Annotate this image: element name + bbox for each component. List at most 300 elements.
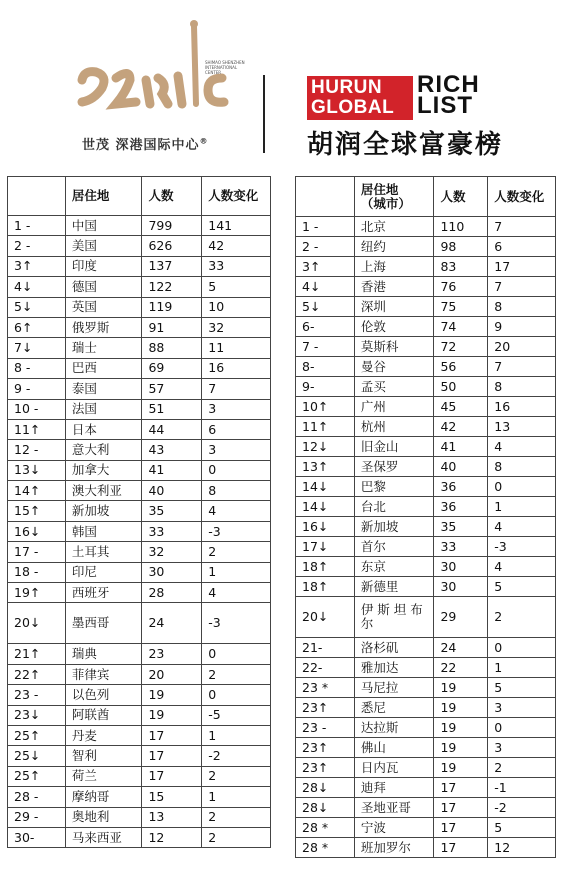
location-cell: 雅加达 — [354, 658, 434, 678]
rank-cell: 18↑ — [296, 557, 355, 577]
table-row — [8, 562, 271, 582]
rank-cell: 28 * — [296, 818, 355, 838]
count-cell: 19 — [434, 698, 488, 718]
count-cell: 28 — [142, 583, 202, 603]
location-cell: 深圳 — [354, 297, 434, 317]
table-row — [8, 705, 271, 725]
count-cell: 75 — [434, 297, 488, 317]
rank-cell: 17↓ — [296, 537, 355, 557]
location-cell: 加拿大 — [65, 460, 142, 480]
count-cell: 19 — [434, 678, 488, 698]
change-cell: 32 — [202, 317, 271, 337]
table-row — [296, 237, 556, 257]
table-row — [296, 718, 556, 738]
count-cell: 33 — [142, 521, 202, 541]
change-cell: 5 — [488, 818, 556, 838]
rank-cell: 29 - — [8, 807, 66, 827]
rank-cell: 7↓ — [8, 338, 66, 358]
table-row — [8, 746, 271, 766]
rank-cell: 13↓ — [8, 460, 66, 480]
table-row — [296, 517, 556, 537]
count-cell: 22 — [434, 658, 488, 678]
count-cell: 69 — [142, 358, 202, 378]
change-cell: 8 — [488, 457, 556, 477]
location-cell: 巴西 — [65, 358, 142, 378]
table-row — [296, 497, 556, 517]
count-cell: 33 — [434, 537, 488, 557]
location-cell: 印度 — [65, 256, 142, 276]
count-cell: 30 — [434, 557, 488, 577]
column-header — [296, 177, 355, 217]
location-cell: 杭州 — [354, 417, 434, 437]
rank-cell: 6↑ — [8, 317, 66, 337]
change-cell: 4 — [202, 501, 271, 521]
location-cell: 印尼 — [65, 562, 142, 582]
location-cell: 北京 — [354, 217, 434, 237]
table-row — [8, 603, 271, 644]
location-cell: 西班牙 — [65, 583, 142, 603]
rank-cell: 9 - — [8, 379, 66, 399]
count-cell: 72 — [434, 337, 488, 357]
count-cell: 40 — [434, 457, 488, 477]
rank-cell: 28 * — [296, 838, 355, 858]
table-row — [8, 277, 271, 297]
change-cell: 1 — [202, 787, 271, 807]
location-cell: 旧金山 — [354, 437, 434, 457]
count-cell: 17 — [142, 746, 202, 766]
change-cell: 3 — [202, 399, 271, 419]
count-cell: 137 — [142, 256, 202, 276]
table-row — [296, 217, 556, 237]
count-cell: 98 — [434, 237, 488, 257]
table-row — [296, 798, 556, 818]
change-cell: -2 — [202, 746, 271, 766]
location-cell: 意大利 — [65, 440, 142, 460]
location-cell: 泰国 — [65, 379, 142, 399]
location-cell: 达拉斯 — [354, 718, 434, 738]
count-cell: 17 — [434, 778, 488, 798]
count-cell: 36 — [434, 477, 488, 497]
table-row — [296, 838, 556, 858]
table-row — [8, 460, 271, 480]
column-header — [8, 177, 66, 216]
rank-cell: 20↓ — [8, 603, 66, 644]
table-row — [8, 583, 271, 603]
count-cell: 35 — [142, 501, 202, 521]
count-cell: 19 — [142, 705, 202, 725]
rank-cell: 28↓ — [296, 798, 355, 818]
table-row — [296, 337, 556, 357]
rank-cell: 1 - — [296, 217, 355, 237]
change-cell: -3 — [488, 537, 556, 557]
count-cell: 110 — [434, 217, 488, 237]
count-cell: 57 — [142, 379, 202, 399]
table-row — [8, 216, 271, 236]
table-row — [8, 725, 271, 745]
location-cell: 佛山 — [354, 738, 434, 758]
change-cell: -1 — [488, 778, 556, 798]
table-row — [8, 399, 271, 419]
rank-cell: 4↓ — [8, 277, 66, 297]
country-table — [7, 176, 271, 848]
venue-name — [82, 134, 209, 153]
table-row — [8, 644, 271, 664]
table-row — [8, 807, 271, 827]
table-row — [8, 664, 271, 684]
rank-cell: 2 - — [8, 236, 66, 256]
table-row — [296, 577, 556, 597]
rank-cell: 16↓ — [8, 521, 66, 541]
change-cell: 2 — [202, 766, 271, 786]
rank-cell: 18 - — [8, 562, 66, 582]
change-cell: 10 — [202, 297, 271, 317]
count-cell: 19 — [434, 718, 488, 738]
table-row — [296, 357, 556, 377]
change-cell: 20 — [488, 337, 556, 357]
change-cell: 16 — [202, 358, 271, 378]
count-cell: 24 — [142, 603, 202, 644]
column-header: 居住地 — [65, 177, 142, 216]
change-cell: 0 — [202, 685, 271, 705]
table-row — [296, 257, 556, 277]
change-cell: 0 — [202, 644, 271, 664]
location-cell: 阿联酋 — [65, 705, 142, 725]
location-cell: 土耳其 — [65, 542, 142, 562]
rank-cell: 9- — [296, 377, 355, 397]
change-cell: 7 — [488, 277, 556, 297]
location-cell: 悉尼 — [354, 698, 434, 718]
count-cell: 17 — [142, 766, 202, 786]
rank-cell: 1 - — [8, 216, 66, 236]
hurun-text: HURUN — [311, 77, 383, 98]
table-row — [296, 397, 556, 417]
rank-cell: 25↑ — [8, 725, 66, 745]
count-cell: 35 — [434, 517, 488, 537]
change-cell: 12 — [488, 838, 556, 858]
change-cell: 5 — [488, 577, 556, 597]
table-row — [8, 501, 271, 521]
change-cell: 0 — [488, 638, 556, 658]
location-cell: 瑞士 — [65, 338, 142, 358]
rank-cell: 23↓ — [8, 705, 66, 725]
location-cell: 澳大利亚 — [65, 481, 142, 501]
change-cell: -5 — [202, 705, 271, 725]
rank-cell: 12 - — [8, 440, 66, 460]
count-cell: 76 — [434, 277, 488, 297]
table-row — [296, 317, 556, 337]
location-cell: 墨西哥 — [65, 603, 142, 644]
location-cell: 以色列 — [65, 685, 142, 705]
table-header-row — [8, 177, 271, 216]
change-cell: -2 — [488, 798, 556, 818]
location-cell: 香港 — [354, 277, 434, 297]
change-cell: 2 — [488, 758, 556, 778]
change-cell: -3 — [202, 603, 271, 644]
location-cell: 英国 — [65, 297, 142, 317]
location-cell: 奥地利 — [65, 807, 142, 827]
rank-cell: 30- — [8, 827, 66, 847]
rank-cell: 7 - — [296, 337, 355, 357]
rank-cell: 6- — [296, 317, 355, 337]
change-cell: -3 — [202, 521, 271, 541]
table-row — [296, 297, 556, 317]
location-cell: 美国 — [65, 236, 142, 256]
rank-cell: 21- — [296, 638, 355, 658]
table-row — [296, 658, 556, 678]
count-cell: 41 — [434, 437, 488, 457]
change-cell: 7 — [488, 357, 556, 377]
change-cell: 8 — [488, 377, 556, 397]
location-cell: 迪拜 — [354, 778, 434, 798]
rich-list-text — [417, 71, 480, 119]
rank-cell: 17 - — [8, 542, 66, 562]
location-cell: 摩纳哥 — [65, 787, 142, 807]
count-cell: 13 — [142, 807, 202, 827]
change-cell: 3 — [488, 698, 556, 718]
location-cell: 伊 斯 坦 布尔 — [354, 597, 434, 638]
rank-cell: 25↓ — [8, 746, 66, 766]
table-row — [8, 827, 271, 847]
rank-cell: 11↑ — [296, 417, 355, 437]
change-cell: 16 — [488, 397, 556, 417]
table-row — [296, 678, 556, 698]
change-cell: 9 — [488, 317, 556, 337]
count-cell: 51 — [142, 399, 202, 419]
rank-cell: 19↑ — [8, 583, 66, 603]
count-cell: 91 — [142, 317, 202, 337]
logo-divider — [263, 75, 265, 153]
change-cell: 33 — [202, 256, 271, 276]
rank-cell: 8- — [296, 357, 355, 377]
location-cell: 洛杉矶 — [354, 638, 434, 658]
location-cell: 广州 — [354, 397, 434, 417]
count-cell: 24 — [434, 638, 488, 658]
change-cell: 2 — [202, 807, 271, 827]
location-cell: 纽约 — [354, 237, 434, 257]
rank-cell: 14↑ — [8, 481, 66, 501]
change-cell: 6 — [488, 237, 556, 257]
count-cell: 12 — [142, 827, 202, 847]
column-header: 人数 — [434, 177, 488, 217]
change-cell: 4 — [488, 557, 556, 577]
count-cell: 74 — [434, 317, 488, 337]
table-row — [296, 758, 556, 778]
location-cell: 巴黎 — [354, 477, 434, 497]
rank-cell: 21↑ — [8, 644, 66, 664]
change-cell: 2 — [202, 664, 271, 684]
venue-name-text: 世茂 深港国际中心 — [82, 138, 200, 153]
table-row — [296, 437, 556, 457]
change-cell: 11 — [202, 338, 271, 358]
table-row — [8, 419, 271, 439]
global-text: GLOBAL — [311, 97, 395, 118]
count-cell: 119 — [142, 297, 202, 317]
location-cell: 班加罗尔 — [354, 838, 434, 858]
count-cell: 88 — [142, 338, 202, 358]
change-cell: 0 — [488, 477, 556, 497]
rank-cell: 23↑ — [296, 738, 355, 758]
rank-cell: 23 - — [8, 685, 66, 705]
count-cell: 32 — [142, 542, 202, 562]
table-row — [296, 597, 556, 638]
change-cell: 4 — [488, 437, 556, 457]
table-row — [8, 297, 271, 317]
table-row — [296, 477, 556, 497]
location-cell: 台北 — [354, 497, 434, 517]
location-cell: 新德里 — [354, 577, 434, 597]
change-cell: 13 — [488, 417, 556, 437]
count-cell: 41 — [142, 460, 202, 480]
change-cell: 1 — [202, 562, 271, 582]
table-row — [8, 358, 271, 378]
location-cell: 法国 — [65, 399, 142, 419]
count-cell: 29 — [434, 597, 488, 638]
location-cell: 韩国 — [65, 521, 142, 541]
table-row — [296, 417, 556, 437]
count-cell: 30 — [142, 562, 202, 582]
rank-cell: 3↑ — [8, 256, 66, 276]
location-cell: 新加坡 — [65, 501, 142, 521]
count-cell: 20 — [142, 664, 202, 684]
location-cell: 日内瓦 — [354, 758, 434, 778]
location-cell: 中国 — [65, 216, 142, 236]
change-cell: 6 — [202, 419, 271, 439]
count-cell: 17 — [434, 838, 488, 858]
rank-cell: 28 - — [8, 787, 66, 807]
location-cell: 东京 — [354, 557, 434, 577]
change-cell: 42 — [202, 236, 271, 256]
rank-cell: 13↑ — [296, 457, 355, 477]
location-cell: 新加坡 — [354, 517, 434, 537]
location-cell: 马来西亚 — [65, 827, 142, 847]
rank-cell: 5↓ — [296, 297, 355, 317]
table-row — [296, 698, 556, 718]
rank-cell: 23↑ — [296, 698, 355, 718]
rank-cell: 12↓ — [296, 437, 355, 457]
city-table — [295, 176, 556, 858]
change-cell: 8 — [488, 297, 556, 317]
change-cell: 1 — [488, 658, 556, 678]
rank-cell: 8 - — [8, 358, 66, 378]
count-cell: 42 — [434, 417, 488, 437]
change-cell: 5 — [202, 277, 271, 297]
table-row — [296, 457, 556, 477]
count-cell: 45 — [434, 397, 488, 417]
location-cell: 莫斯科 — [354, 337, 434, 357]
count-cell: 15 — [142, 787, 202, 807]
location-cell: 瑞典 — [65, 644, 142, 664]
location-cell: 菲律宾 — [65, 664, 142, 684]
location-cell: 丹麦 — [65, 725, 142, 745]
change-cell: 17 — [488, 257, 556, 277]
change-cell: 0 — [202, 460, 271, 480]
rank-cell: 11↑ — [8, 419, 66, 439]
table-row — [296, 818, 556, 838]
change-cell: 2 — [202, 827, 271, 847]
change-cell: 4 — [488, 517, 556, 537]
location-cell: 马尼拉 — [354, 678, 434, 698]
rank-cell: 25↑ — [8, 766, 66, 786]
change-cell: 1 — [488, 497, 556, 517]
change-cell: 7 — [488, 217, 556, 237]
change-cell: 3 — [488, 738, 556, 758]
location-cell: 圣保罗 — [354, 457, 434, 477]
count-cell: 17 — [434, 818, 488, 838]
rank-cell: 23↑ — [296, 758, 355, 778]
change-cell: 8 — [202, 481, 271, 501]
count-cell: 36 — [434, 497, 488, 517]
rank-cell: 10↑ — [296, 397, 355, 417]
column-header: 居住地 （城市） — [354, 177, 434, 217]
change-cell: 141 — [202, 216, 271, 236]
location-cell: 宁波 — [354, 818, 434, 838]
table-row — [8, 256, 271, 276]
count-cell: 19 — [434, 758, 488, 778]
location-cell: 日本 — [65, 419, 142, 439]
table-row — [8, 317, 271, 337]
change-cell: 2 — [488, 597, 556, 638]
location-cell: 荷兰 — [65, 766, 142, 786]
location-cell: 智利 — [65, 746, 142, 766]
table-row — [8, 236, 271, 256]
count-cell: 43 — [142, 440, 202, 460]
table-row — [296, 738, 556, 758]
count-cell: 19 — [434, 738, 488, 758]
count-cell: 17 — [142, 725, 202, 745]
table-row — [8, 481, 271, 501]
count-cell: 56 — [434, 357, 488, 377]
list-title-cn: 胡润全球富豪榜 — [307, 130, 504, 160]
change-cell: 4 — [202, 583, 271, 603]
count-cell: 23 — [142, 644, 202, 664]
rank-cell: 10 - — [8, 399, 66, 419]
column-header: 人数变化 — [488, 177, 556, 217]
count-cell: 44 — [142, 419, 202, 439]
change-cell: 5 — [488, 678, 556, 698]
table-row — [296, 377, 556, 397]
registered-mark: ® — [199, 136, 209, 146]
table-header-row — [296, 177, 556, 217]
rank-cell: 18↑ — [296, 577, 355, 597]
rank-cell: 16↓ — [296, 517, 355, 537]
table-row — [296, 638, 556, 658]
rank-cell: 5↓ — [8, 297, 66, 317]
change-cell: 0 — [488, 718, 556, 738]
table-row — [296, 778, 556, 798]
location-cell: 德国 — [65, 277, 142, 297]
count-cell: 50 — [434, 377, 488, 397]
count-cell: 83 — [434, 257, 488, 277]
location-cell: 圣地亚哥 — [354, 798, 434, 818]
table-row — [8, 766, 271, 786]
count-cell: 19 — [142, 685, 202, 705]
count-cell: 122 — [142, 277, 202, 297]
location-cell: 俄罗斯 — [65, 317, 142, 337]
location-cell: 孟买 — [354, 377, 434, 397]
rank-cell: 22- — [296, 658, 355, 678]
count-cell: 17 — [434, 798, 488, 818]
table-row — [296, 537, 556, 557]
rank-cell: 15↑ — [8, 501, 66, 521]
change-cell: 7 — [202, 379, 271, 399]
rank-cell: 22↑ — [8, 664, 66, 684]
header — [0, 0, 566, 170]
table-row — [8, 542, 271, 562]
table-row — [296, 557, 556, 577]
column-header: 人数变化 — [202, 177, 271, 216]
location-cell: 首尔 — [354, 537, 434, 557]
rank-cell: 23 - — [296, 718, 355, 738]
